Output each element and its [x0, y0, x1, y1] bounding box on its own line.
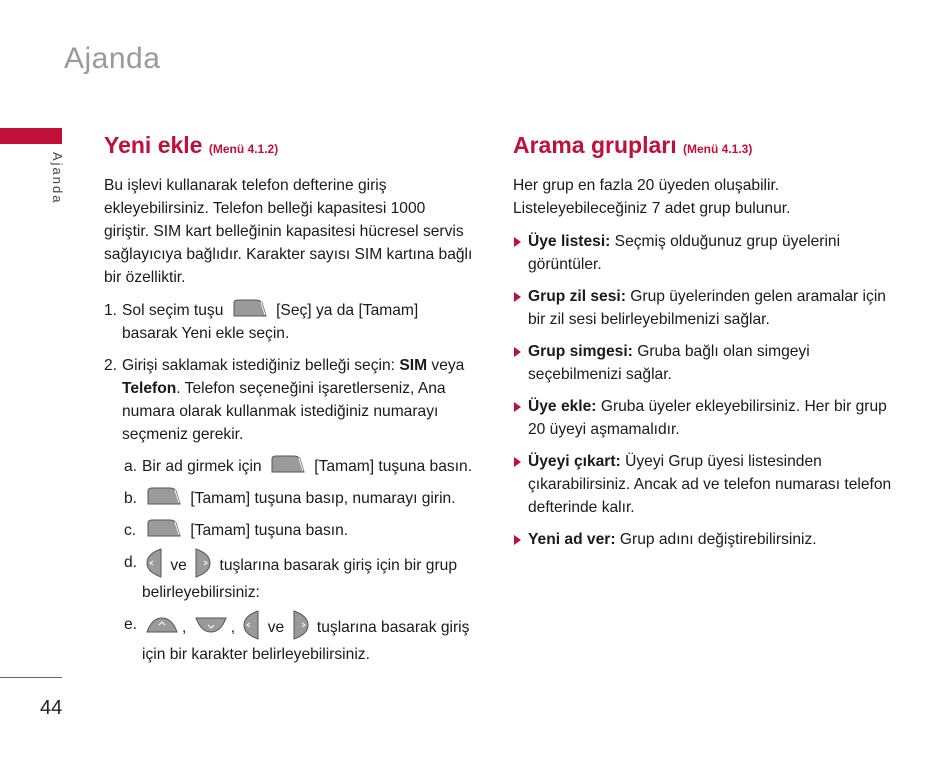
bullet-triangle-icon	[514, 237, 521, 247]
sidebar-section-label: Ajanda	[50, 152, 65, 205]
bullet-triangle-icon	[514, 347, 521, 357]
item-text: Seçmiş olduğunuz grup üyelerini görüntüler.	[528, 233, 841, 273]
step-text: Girişi saklamak istediğiniz belleği seçin:	[122, 357, 400, 374]
nav-left-key-icon	[146, 548, 162, 578]
item-term: Grup simgesi:	[528, 343, 633, 360]
intro-paragraph: Bu işlevi kullanarak telefon defterine giriş ekleyebilirsiniz. Telefon belleği kapasitesi 1000 giriştir. SIM kart belleğinin kapasitesi hücresel servis sağlayıcıya bağlıdır. Karakter sayısı SIM kartına bağlı bir özelliktir.	[104, 177, 473, 286]
list-item	[513, 285, 893, 331]
bullet-triangle-icon	[514, 457, 521, 467]
footer-divider	[0, 677, 62, 678]
section-tab-marker	[0, 128, 62, 144]
item-text: Gruba üyeler ekleyebilirsiniz. Her bir grup 20 üyeyi aşmamalıdır.	[528, 398, 887, 438]
nav-right-key-icon	[293, 610, 309, 640]
item-term: Üye listesi:	[528, 233, 611, 250]
substep-text: Bir ad girmek için	[142, 458, 262, 475]
item-text: Üyeyi Grup üyesi listesinden çıkarabilirsiniz. Ancak ad ve telefon numarası telefon defterinde kalır.	[528, 453, 892, 516]
menu-reference: (Menü 4.1.3)	[683, 142, 753, 156]
step-text: [Seç] ya da [Tamam] basarak Yeni ekle seçin.	[122, 302, 419, 342]
section-title	[513, 130, 893, 164]
option-sim: SIM	[399, 357, 428, 374]
list-item	[513, 528, 893, 551]
bullet-triangle-icon	[514, 292, 521, 302]
separator: ,	[182, 619, 187, 637]
substep-text: [Tamam] tuşuna basın.	[314, 458, 473, 475]
step-text: Sol seçim tuşu	[122, 302, 224, 319]
substep-letter: b.	[124, 490, 138, 507]
step-number: 1.	[104, 302, 118, 319]
page-number: 44	[40, 697, 63, 719]
item-text: Grup üyelerinden gelen aramalar için bir zil sesi belirleyebilmenizi sağlar.	[528, 288, 886, 328]
list-item	[513, 230, 893, 276]
soft-key-icon	[146, 485, 182, 507]
substep-text: tuşlarına basarak giriş için bir grup belirleyebilirsiniz:	[142, 557, 457, 601]
list-item	[513, 450, 893, 519]
bullet-triangle-icon	[514, 402, 521, 412]
step-2	[104, 354, 474, 446]
substep-text: tuşlarına basarak giriş için bir karakter belirleyebilirsiniz.	[142, 619, 470, 663]
substep-text: [Tamam] tuşuna basın.	[190, 522, 349, 539]
soft-key-icon	[232, 297, 268, 319]
step-1	[104, 299, 474, 345]
item-text: Gruba bağlı olan simgeyi seçebilmenizi sağlar.	[528, 343, 810, 383]
substep-letter: d.	[124, 554, 138, 571]
item-text: Grup adını değiştirebilirsiniz.	[615, 531, 817, 548]
option-telefon: Telefon	[122, 380, 177, 397]
item-term: Yeni ad ver:	[528, 531, 616, 548]
nav-up-key-icon	[146, 617, 178, 633]
separator: ,	[230, 619, 236, 637]
item-term: Grup zil sesi:	[528, 288, 626, 305]
section-arama-gruplari	[513, 130, 893, 560]
substep-text: ve	[267, 619, 285, 637]
step-text: veya	[427, 357, 465, 374]
substep-text: ve	[170, 557, 187, 575]
intro-paragraph: Her grup en fazla 20 üyeden oluşabilir. Listeleyebileceğiniz 7 adet grup bulunur.	[513, 177, 791, 217]
substep-text: [Tamam] tuşuna basıp, numarayı girin.	[190, 490, 456, 507]
page-title: Ajanda	[64, 42, 161, 75]
substep-c	[104, 519, 474, 542]
list-item	[513, 395, 893, 441]
step-text: . Telefon seçeneğini işaretlerseniz, Ana numara olarak kullanmak istediğiniz numarayı seçmeniz gerekir.	[122, 380, 446, 443]
section-title	[104, 130, 474, 164]
step-number: 2.	[104, 357, 118, 374]
section-title-text: Yeni ekle	[104, 132, 203, 158]
list-item	[513, 340, 893, 386]
substep-a	[104, 455, 474, 478]
substep-letter: e.	[124, 616, 138, 633]
bullet-triangle-icon	[514, 535, 521, 545]
section-title-text: Arama grupları	[513, 132, 677, 158]
substep-b	[104, 487, 474, 510]
substep-letter: a.	[124, 458, 138, 475]
item-term: Üye ekle:	[528, 398, 597, 415]
soft-key-icon	[270, 453, 306, 475]
soft-key-icon	[146, 517, 182, 539]
substep-d	[104, 551, 474, 604]
menu-reference: (Menü 4.1.2)	[208, 142, 279, 156]
section-yeni-ekle	[104, 130, 474, 675]
substep-e	[104, 613, 474, 666]
nav-right-key-icon	[195, 548, 211, 578]
item-term: Üyeyi çıkart:	[528, 453, 621, 470]
nav-left-key-icon	[243, 610, 259, 640]
nav-down-key-icon	[195, 617, 227, 633]
substep-letter: c.	[124, 522, 137, 539]
